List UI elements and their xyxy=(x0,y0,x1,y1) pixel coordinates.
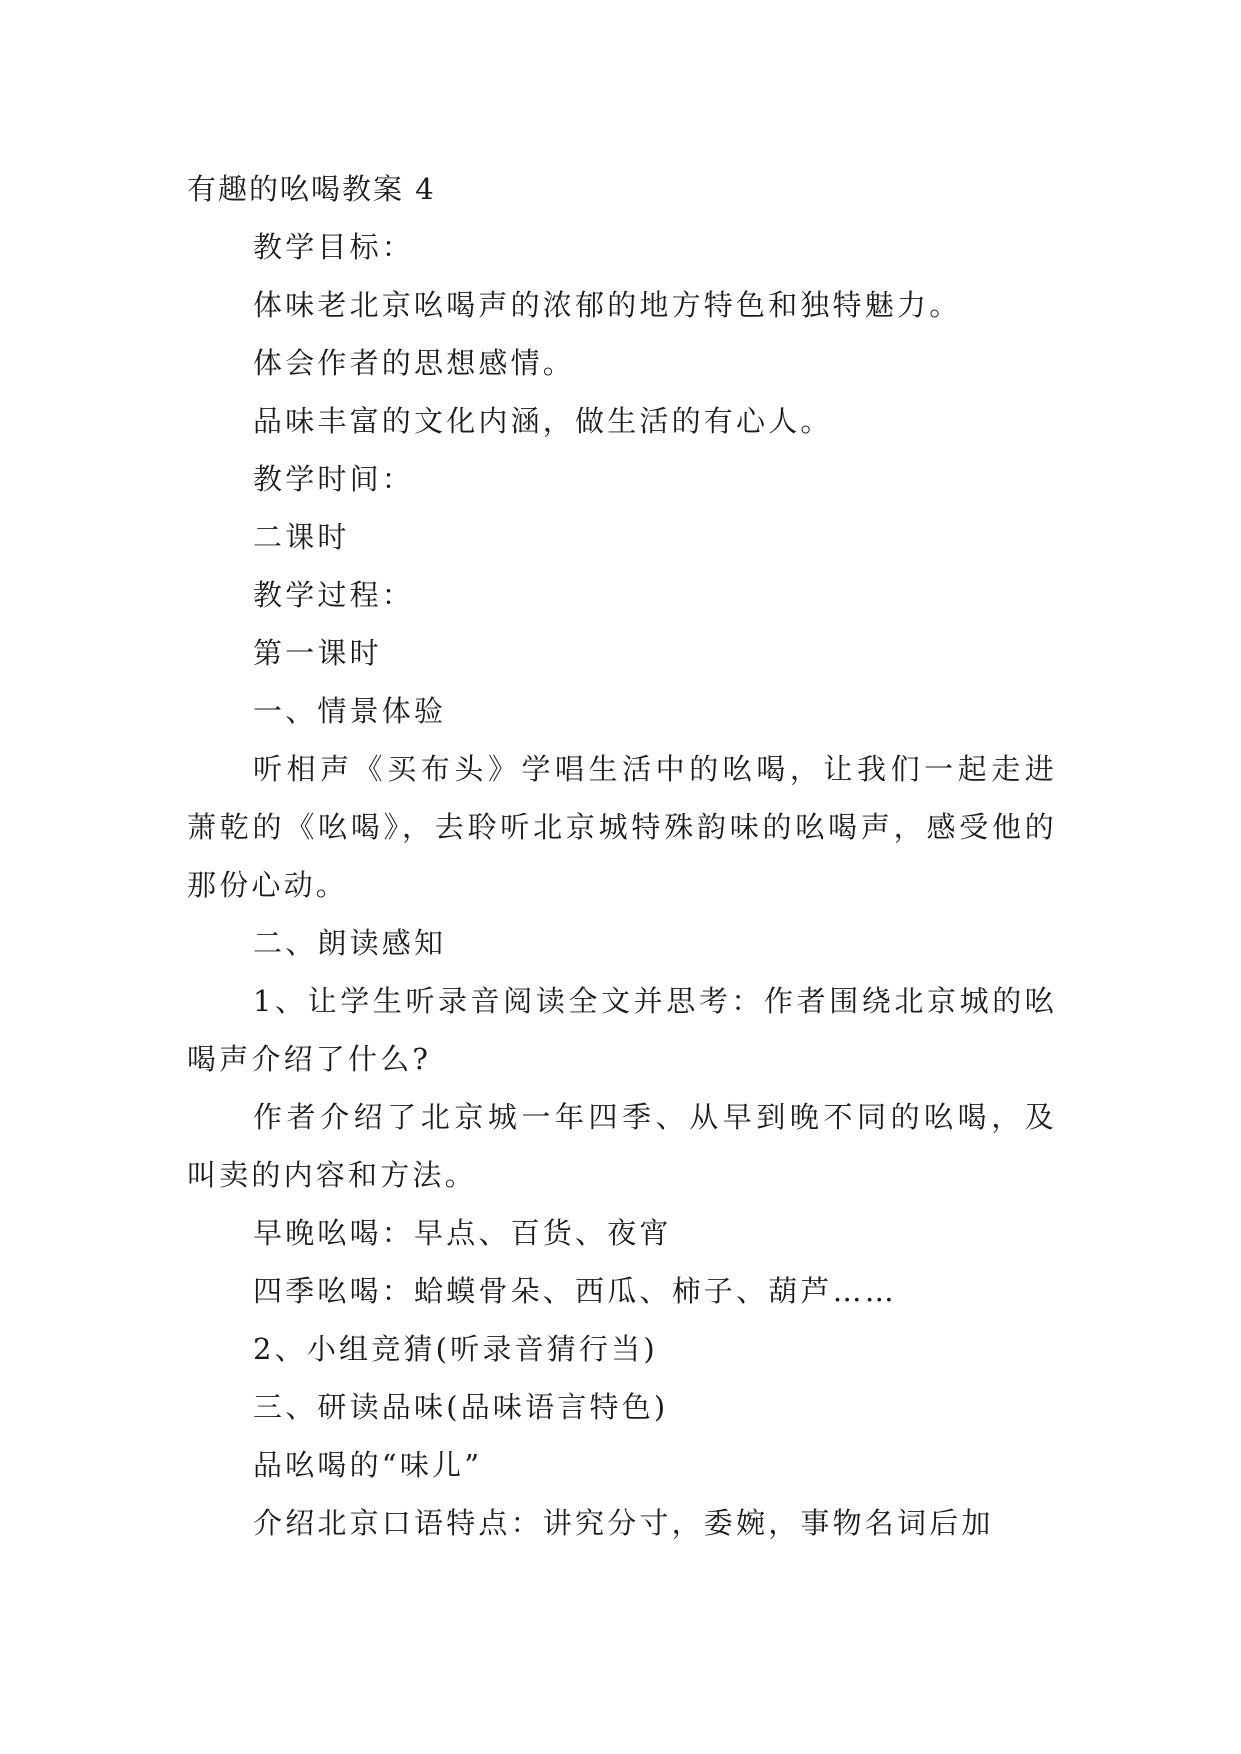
document-title: 有趣的吆喝教案 4 xyxy=(187,172,436,206)
paragraph: 四季吆喝：蛤蟆骨朵、西瓜、柿子、葫芦…… xyxy=(253,1274,898,1308)
paragraph: 三、研读品味(品味语言特色) xyxy=(253,1390,669,1424)
paragraph: 介绍北京口语特点：讲究分寸，委婉，事物名词后加 xyxy=(253,1506,994,1540)
paragraph: 早晚吆喝：早点、百货、夜宵 xyxy=(253,1216,672,1250)
document-body xyxy=(187,160,1057,1552)
paragraph: 体会作者的思想感情。 xyxy=(253,346,576,380)
paragraph: 品吆喝的“味儿” xyxy=(253,1448,483,1482)
paragraph: 二课时 xyxy=(253,520,350,554)
paragraph: 1、让学生听录音阅读全文并思考：作者围绕北京城的吆喝声介绍了什么? xyxy=(187,984,1057,1076)
paragraph: 第一课时 xyxy=(253,636,382,670)
paragraph: 体味老北京吆喝声的浓郁的地方特色和独特魅力。 xyxy=(253,288,962,322)
paragraph: 教学目标： xyxy=(253,230,415,264)
paragraph: 二、朗读感知 xyxy=(253,926,447,960)
paragraph: 听相声《买布头》学唱生活中的吆喝，让我们一起走进萧乾的《吆喝》，去聆听北京城特殊韵味的吆喝声，感受他的那份心动。 xyxy=(187,752,1057,902)
paragraph: 教学时间： xyxy=(253,462,415,496)
paragraph: 2、小组竞猜(听录音猜行当) xyxy=(253,1332,658,1366)
paragraph: 一、情景体验 xyxy=(253,694,447,728)
paragraph: 作者介绍了北京城一年四季、从早到晚不同的吆喝，及叫卖的内容和方法。 xyxy=(187,1100,1057,1192)
paragraph: 教学过程： xyxy=(253,578,415,612)
paragraph: 品味丰富的文化内涵，做生活的有心人。 xyxy=(253,404,833,438)
